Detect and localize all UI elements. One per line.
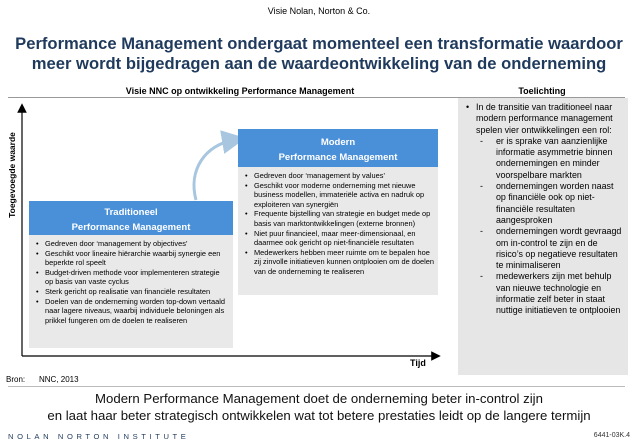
conclusion-line-1: Modern Performance Management doet de onderneming beter in-control zijn [95, 391, 543, 406]
modern-title-line-2: Performance Management [278, 152, 398, 163]
brand-logo: NOLAN NORTON INSTITUTE [8, 432, 190, 441]
modern-bullets [238, 167, 438, 277]
traditional-box-body [29, 235, 233, 348]
list-item: • Geschikt voor lineaire hiërarchie waarbij synergie een beperkte rol speelt [45, 249, 229, 268]
toelichting-main: • In de transitie van traditioneel naar modern performance management spelen vier ontwikkelingen een rol: [466, 102, 622, 136]
traditional-title-line-1: Traditioneel [104, 207, 158, 218]
list-item: • Doelen van de onderneming worden top-down vertaald naar lagere niveaus, waarbij individuele beloningen als prikkel fungeren om de doelen te realiseren [45, 297, 229, 326]
title-line-2: meer wordt bijgedragen aan de waardeontwikkeling van de onderneming [31, 54, 607, 73]
slide-code: 6441-03K.4 [593, 432, 630, 439]
list-item: - er is sprake van aanzienlijke informatie asymmetrie binnen ondernemingen en minder voorspelbare markten [466, 136, 622, 181]
y-axis-label: Toegevoegde waarde [7, 132, 17, 218]
transition-arrow [194, 140, 234, 200]
toelichting-heading: Toelichting [518, 86, 566, 96]
list-item: • Budget-driven methode voor implementeren strategie op basis van vaste cyclus [45, 268, 229, 287]
traditional-box [29, 201, 233, 348]
toelichting-panel [458, 98, 628, 375]
source-value: NNC, 2013 [39, 375, 79, 384]
list-item: • Medewerkers hebben meer ruimte om te bepalen hoe zij zinvolle initiatieven kunnen ontplooien om de doelen van de onderneming te realiseren [254, 248, 434, 277]
list-item: • Niet puur financieel, maar meer-dimensionaal, en daarmee ook gericht op niet-financiële resultaten [254, 229, 434, 248]
conclusion [0, 390, 638, 424]
footer-divider [8, 386, 625, 387]
top-label: Visie Nolan, Norton & Co. [267, 6, 371, 16]
list-item: - ondernemingen wordt gevraagd om in-control te zijn en de risico’s op negatieve resultaten te minimaliseren [466, 226, 622, 271]
modern-box [238, 129, 438, 295]
list-item: • Gedreven door ‘management by objectives’ [45, 239, 229, 249]
modern-box-body [238, 167, 438, 295]
modern-box-title [238, 129, 438, 167]
list-item: - medewerkers zijn met behulp van nieuwe technologie en informatie zelf beter in staat nuttige initiatieven te ontplooien [466, 271, 622, 316]
conclusion-line-2: en laat haar beter strategisch ontwikkelen wat tot betere prestaties leidt op de langere termijn [47, 408, 591, 423]
source-label: Bron: [6, 375, 26, 384]
list-item: • Sterk gericht op realisatie van financiële resultaten [45, 287, 229, 297]
list-item: • Gedreven door ‘management by values’ [254, 171, 434, 181]
traditional-title-line-2: Performance Management [71, 222, 191, 233]
traditional-bullets [29, 235, 233, 325]
chart-heading: Visie NNC op ontwikkeling Performance Management [125, 86, 355, 96]
x-axis-label: Tijd [410, 358, 426, 368]
list-item: • Geschikt voor moderne onderneming met nieuwe business modellen, immateriële activa en nadruk op exploiteren van synergiën [254, 181, 434, 210]
list-item: - ondernemingen worden naast op financiële ook op niet-financiële resultaten aangesproken [466, 181, 622, 226]
list-item: • Frequente bijstelling van strategie en budget mede op basis van marktontwikkelingen (externe bronnen) [254, 209, 434, 228]
title-line-1: Performance Management ondergaat momenteel een transformatie waardoor [15, 34, 623, 53]
traditional-box-title [29, 201, 233, 235]
modern-title-line-1: Modern [320, 137, 356, 148]
